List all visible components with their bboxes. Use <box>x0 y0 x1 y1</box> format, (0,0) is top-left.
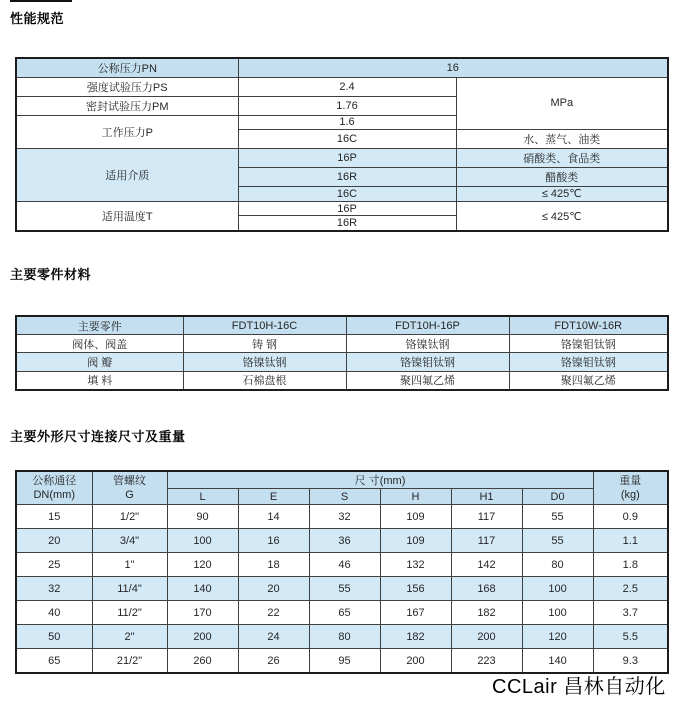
table-cell: 109 <box>380 529 451 553</box>
table-cell: 80 <box>309 625 380 649</box>
table-cell: 16C <box>238 130 456 149</box>
table-cell: 26 <box>238 649 309 674</box>
table-cell: 223 <box>451 649 522 674</box>
table-cell: 聚四氟乙烯 <box>509 371 668 390</box>
column-header <box>92 471 167 505</box>
table-cell: 65 <box>309 601 380 625</box>
table-cell: 1.6 <box>238 115 456 129</box>
row-label-cell: 阀 瓣 <box>16 353 183 371</box>
table-cell: 100 <box>167 529 238 553</box>
table-cell: 18 <box>238 553 309 577</box>
table-cell: 水、蒸气、油类 <box>456 130 668 149</box>
table-cell: 5.5 <box>593 625 668 649</box>
table-row <box>16 529 668 553</box>
performance-table <box>15 57 669 232</box>
table-cell: 95 <box>309 649 380 674</box>
column-header-line: DN(mm) <box>33 489 76 501</box>
table-cell: 醋酸类 <box>456 167 668 186</box>
table-cell: 200 <box>451 625 522 649</box>
section-title-materials: 主要零件材料 <box>10 267 92 282</box>
table-cell: 120 <box>522 625 593 649</box>
table-header-row <box>16 316 668 335</box>
table-cell: 2.5 <box>593 577 668 601</box>
table-row <box>16 601 668 625</box>
crop-artifact-line <box>10 0 72 2</box>
column-header-line: (kg) <box>620 489 640 501</box>
table-cell: 0.9 <box>593 505 668 529</box>
table-cell: ≤ 425℃ <box>456 202 668 231</box>
table-cell: 3/4" <box>92 529 167 553</box>
row-label-cell: 公称压力PN <box>16 58 238 77</box>
column-header-line: 公称通径 <box>32 475 77 487</box>
dimensions-table <box>15 470 669 674</box>
section-title-dimensions: 主要外形尺寸连接尺寸及重量 <box>10 429 186 444</box>
table-cell: 2.4 <box>238 77 456 96</box>
row-label-cell: 工作压力P <box>16 115 238 148</box>
column-header-line: G <box>125 489 134 501</box>
column-group-header: 尺 寸(mm) <box>167 471 593 489</box>
column-header-line: 管螺纹 <box>113 475 146 487</box>
table-cell: 140 <box>522 649 593 674</box>
table-cell: 铬镍钼钛钢 <box>509 353 668 371</box>
table-row <box>16 625 668 649</box>
table-cell: 170 <box>167 601 238 625</box>
table-cell: 25 <box>16 553 92 577</box>
table-cell: 16R <box>238 167 456 186</box>
table-row <box>16 335 668 353</box>
table-cell: 55 <box>309 577 380 601</box>
table-cell: 1.8 <box>593 553 668 577</box>
table-cell: 铸 钢 <box>183 335 346 353</box>
materials-table <box>15 315 669 391</box>
table-cell: 40 <box>16 601 92 625</box>
column-header: FDT10H-16C <box>183 316 346 335</box>
table-cell: 16 <box>238 58 668 77</box>
table-cell: 20 <box>238 577 309 601</box>
section-title-performance: 性能规范 <box>10 11 65 26</box>
table-cell: 3.7 <box>593 601 668 625</box>
table-cell: 120 <box>167 553 238 577</box>
table-row <box>16 58 668 77</box>
table-row <box>16 577 668 601</box>
table-cell: 16 <box>238 529 309 553</box>
column-header: E <box>238 489 309 505</box>
row-label-cell: 强度试验压力PS <box>16 77 238 96</box>
table-cell: 11/4" <box>92 577 167 601</box>
table-cell: 200 <box>167 625 238 649</box>
table-cell: 21/2" <box>92 649 167 674</box>
table-cell: 117 <box>451 505 522 529</box>
table-cell: 铬镍钛钢 <box>346 335 509 353</box>
table-cell: 铬镍钛钢 <box>183 353 346 371</box>
column-header: H <box>380 489 451 505</box>
table-cell: 1.76 <box>238 96 456 115</box>
row-label-cell: 阀体、阀盖 <box>16 335 183 353</box>
table-cell: 109 <box>380 505 451 529</box>
table-row <box>16 148 668 167</box>
table-cell: 65 <box>16 649 92 674</box>
table-cell: 182 <box>451 601 522 625</box>
table-row <box>16 202 668 216</box>
row-label-cell: 填 料 <box>16 371 183 390</box>
watermark: CCLair 昌林自动化 <box>492 676 666 698</box>
table-cell: 16R <box>238 216 456 231</box>
table-cell: 16C <box>238 186 456 202</box>
table-cell: 石棉盘根 <box>183 371 346 390</box>
table-cell: 132 <box>380 553 451 577</box>
table-cell: 90 <box>167 505 238 529</box>
table-cell: 182 <box>380 625 451 649</box>
table-cell: 铬镍钼钛钢 <box>346 353 509 371</box>
table-cell: ≤ 425℃ <box>456 186 668 202</box>
table-cell: 16P <box>238 148 456 167</box>
table-cell: 142 <box>451 553 522 577</box>
table-row <box>16 77 668 96</box>
table-header-row <box>16 471 668 489</box>
column-header: H1 <box>451 489 522 505</box>
table-row <box>16 371 668 390</box>
column-header: L <box>167 489 238 505</box>
table-cell: 100 <box>522 577 593 601</box>
table-cell: 80 <box>522 553 593 577</box>
unit-cell: MPa <box>456 77 668 129</box>
table-cell: 117 <box>451 529 522 553</box>
row-label-cell: 密封试验压力PM <box>16 96 238 115</box>
table-cell: 硝酸类、食品类 <box>456 148 668 167</box>
table-cell: 9.3 <box>593 649 668 674</box>
column-header: D0 <box>522 489 593 505</box>
table-cell: 260 <box>167 649 238 674</box>
row-label-cell: 适用介质 <box>16 148 238 201</box>
table-cell: 24 <box>238 625 309 649</box>
column-header <box>593 471 668 505</box>
table-cell: 1" <box>92 553 167 577</box>
table-cell: 46 <box>309 553 380 577</box>
row-label-cell: 适用温度T <box>16 202 238 231</box>
column-header: S <box>309 489 380 505</box>
table-cell: 36 <box>309 529 380 553</box>
column-header-line: 重量 <box>619 475 642 487</box>
table-cell: 156 <box>380 577 451 601</box>
table-cell: 32 <box>16 577 92 601</box>
table-cell: 167 <box>380 601 451 625</box>
table-cell: 聚四氟乙烯 <box>346 371 509 390</box>
table-cell: 32 <box>309 505 380 529</box>
table-cell: 1.1 <box>593 529 668 553</box>
table-cell: 55 <box>522 505 593 529</box>
table-cell: 140 <box>167 577 238 601</box>
table-cell: 15 <box>16 505 92 529</box>
table-cell: 50 <box>16 625 92 649</box>
table-row <box>16 353 668 371</box>
column-header: FDT10H-16P <box>346 316 509 335</box>
table-cell: 55 <box>522 529 593 553</box>
table-cell: 100 <box>522 601 593 625</box>
table-cell: 1/2" <box>92 505 167 529</box>
table-cell: 14 <box>238 505 309 529</box>
table-cell: 2" <box>92 625 167 649</box>
table-cell: 200 <box>380 649 451 674</box>
table-cell: 20 <box>16 529 92 553</box>
table-cell: 铬镍钼钛钢 <box>509 335 668 353</box>
column-header: 主要零件 <box>16 316 183 335</box>
column-header <box>16 471 92 505</box>
column-header: FDT10W-16R <box>509 316 668 335</box>
table-row <box>16 505 668 529</box>
table-cell: 22 <box>238 601 309 625</box>
table-row <box>16 553 668 577</box>
table-cell: 168 <box>451 577 522 601</box>
table-cell: 11/2" <box>92 601 167 625</box>
table-cell: 16P <box>238 202 456 216</box>
